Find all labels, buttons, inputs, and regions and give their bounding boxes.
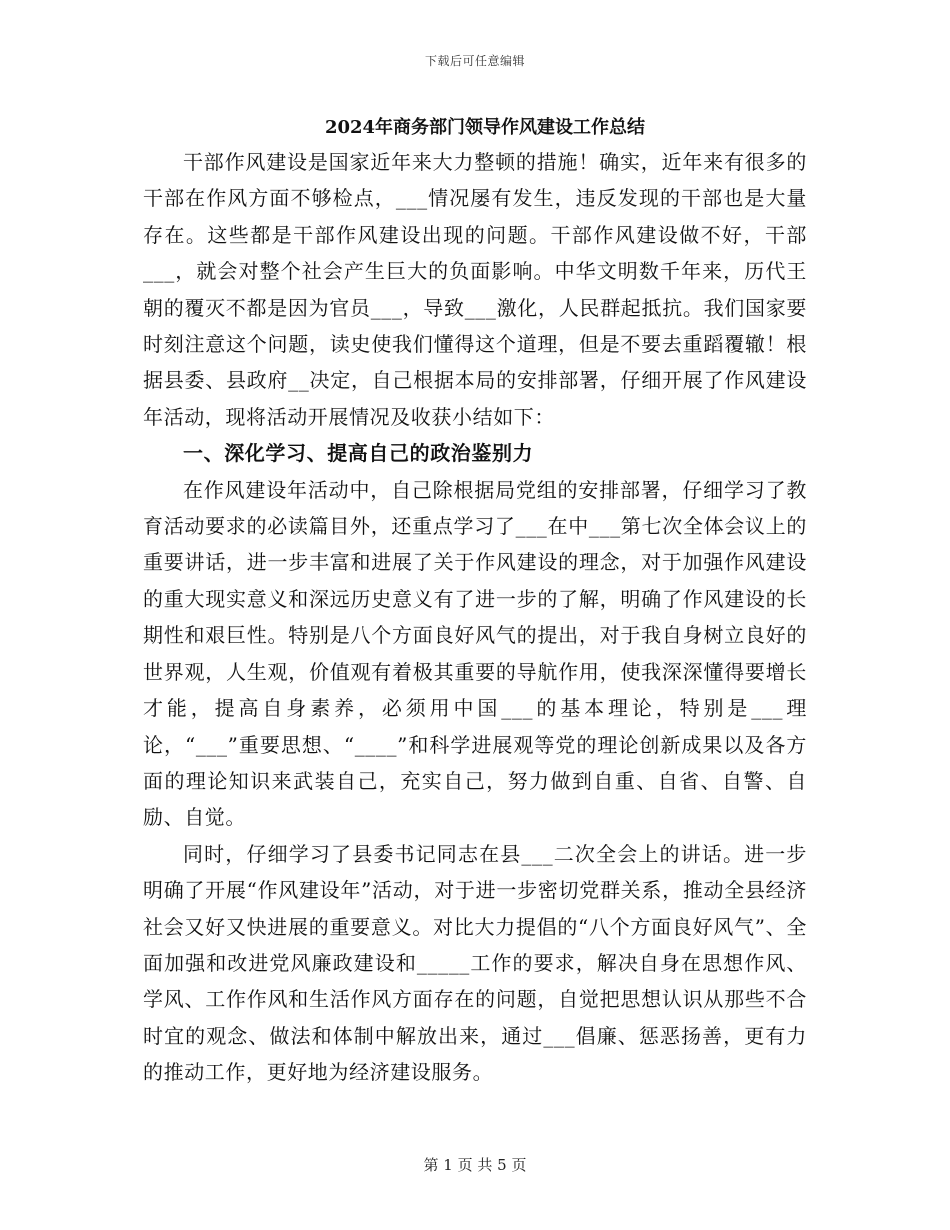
body-paragraph: 在作风建设年活动中，自己除根据局党组的安排部署，仔细学习了教育活动要求的必读篇目外，还重点学习了___在中___第七次全体会议上的重要讲话，进一步丰富和进展了关于作风建设的理念，对于加强作风建设的重大现实意义和深远历史意义有了进一步的了解，明确了作风建设的长期性和艰巨性。特别是八个方面良好风气的提出，对于我自身树立良好的世界观，人生观，价值观有着极其重要的导航作用，使我深深懂得要增长才能，提高自身素养，必须用中国___的基本理论，特别是___理论，“___”重要思想、“____”和科学进展观等党的理论创新成果以及各方面的理论知识来武装自己，充实自己，努力做到自重、自省、自警、自励、自觉。: [143, 477, 807, 830]
intro-paragraph: 干部作风建设是国家近年来大力整顿的措施！确实，近年来有很多的干部在作风方面不够检点，___情况屡有发生，违反发现的干部也是大量存在。这些都是干部作风建设出现的问题。干部作风建设做不好，干部___，就会对整个社会产生巨大的负面影响。中华文明数千年来，历代王朝的覆灭不都是因为官员___，导致___激化，人民群起抵抗。我们国家要时刻注意这个问题，读史使我们懂得这个道理，但是不要去重蹈覆辙！根据县委、县政府__决定，自己根据本局的安排部署，仔细开展了作风建设年活动，现将活动开展情况及收获小结如下：: [143, 150, 807, 429]
document-body: [143, 112, 807, 1091]
page-header-note: 下载后可任意编辑: [424, 54, 525, 68]
document-title: 2024年商务部门领导作风建设工作总结: [324, 117, 646, 138]
section-heading: 一、深化学习、提高自己的政治鉴别力: [183, 441, 534, 466]
body-paragraph: 同时，仔细学习了县委书记同志在县___二次全会上的讲话。进一步明确了开展“作风建设年”活动，对于进一步密切党群关系，推动全县经济社会又好又快进展的重要意义。对比大力提倡的“八个方面良好风气”、全面加强和改进党风廉政建设和_____工作的要求，解决自身在思想作风、学风、工作作风和生活作风方面存在的问题，自觉把思想认识从那些不合时宜的观念、做法和体制中解放出来，通过___倡廉、惩恶扬善，更有力的推动工作，更好地为经济建设服务。: [143, 841, 807, 1085]
page-number: 第 1 页 共 5 页: [423, 1156, 527, 1174]
